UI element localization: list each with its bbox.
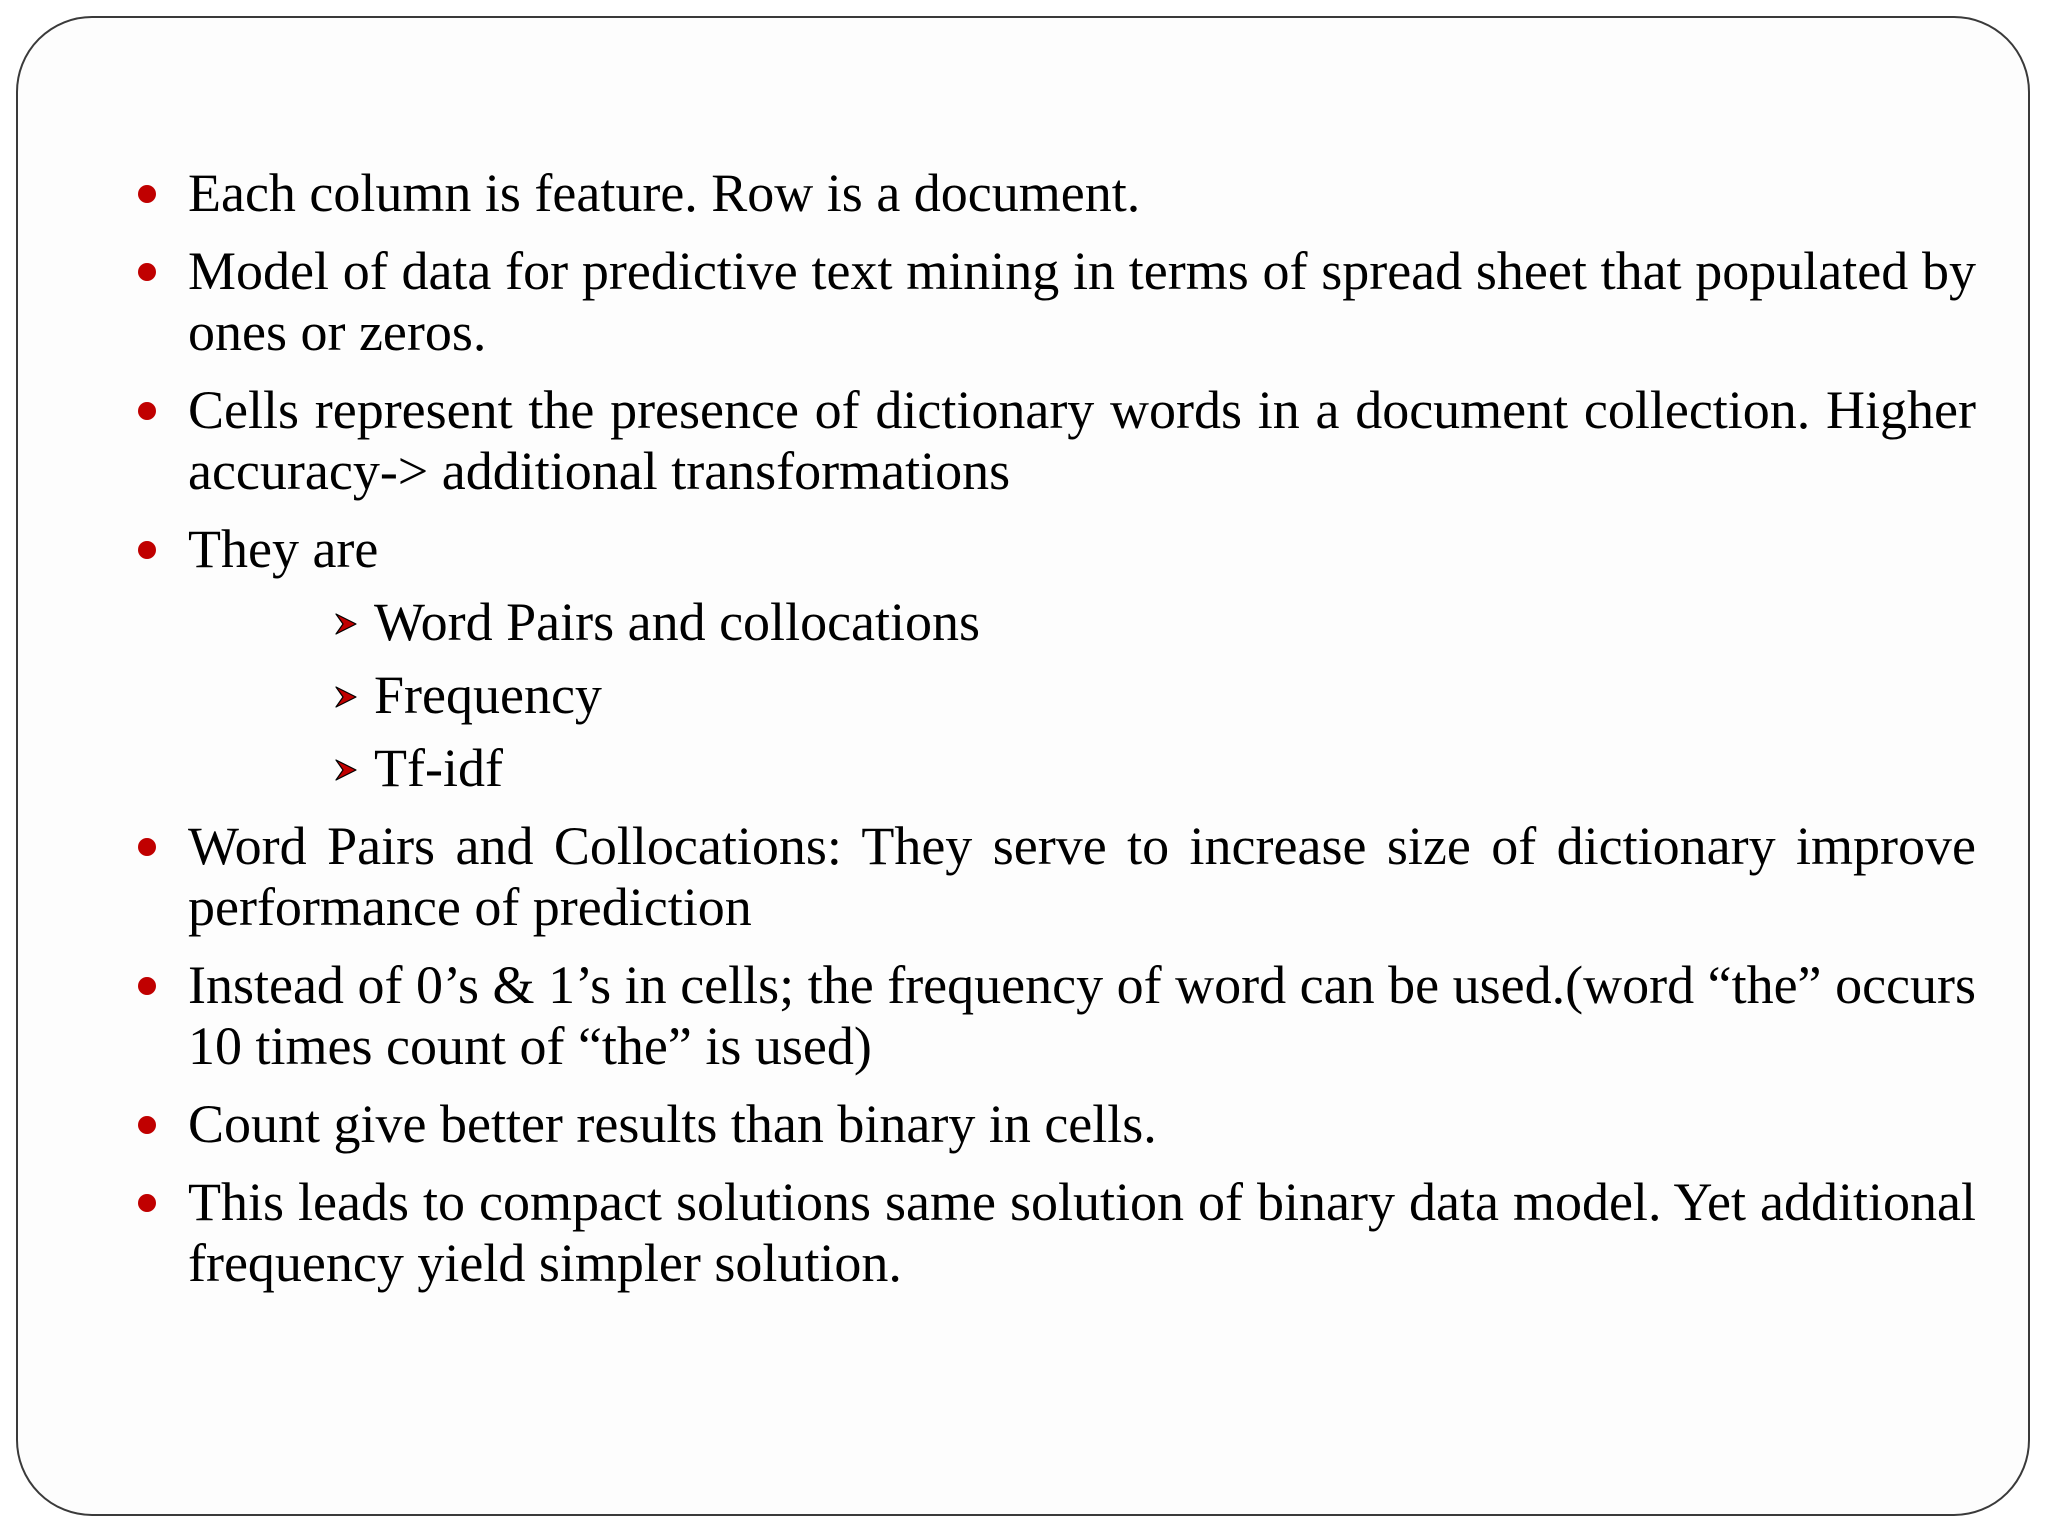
bullet-text: Instead of 0’s & 1’s in cells; the frequency of word can be used.(word “the” occurs 10 times count of “the” is used) bbox=[188, 955, 1976, 1076]
bullet-list bbox=[188, 163, 1976, 1294]
arrow-bullet-icon bbox=[334, 758, 358, 782]
sub-list bbox=[188, 592, 1976, 799]
sub-item-text: Frequency bbox=[374, 665, 602, 725]
bullet-text: Word Pairs and Collocations: They serve to increase size of dictionary improve performance of prediction bbox=[188, 816, 1976, 937]
red-dot-bullet-icon bbox=[138, 977, 156, 995]
red-dot-bullet-icon bbox=[138, 185, 156, 203]
red-dot-bullet-icon bbox=[138, 263, 156, 281]
bullet-text: Model of data for predictive text mining in terms of spread sheet that populated by ones or zeros. bbox=[188, 241, 1976, 362]
bullet-text: Each column is feature. Row is a document. bbox=[188, 163, 1141, 223]
bullet-text: Count give better results than binary in cells. bbox=[188, 1094, 1157, 1154]
red-dot-bullet-icon bbox=[138, 1194, 156, 1212]
bullet-item bbox=[188, 816, 1976, 938]
bullet-item bbox=[188, 519, 1976, 799]
bullet-text: Cells represent the presence of dictionary words in a document collection. Higher accuracy-> additional transformations bbox=[188, 380, 1976, 501]
red-dot-bullet-icon bbox=[138, 402, 156, 420]
red-dot-bullet-icon bbox=[138, 838, 156, 856]
arrow-bullet-icon bbox=[334, 685, 358, 709]
sub-item-text: Word Pairs and collocations bbox=[374, 592, 981, 652]
bullet-item bbox=[188, 380, 1976, 502]
slide-content bbox=[188, 163, 1976, 1311]
bullet-item bbox=[188, 1094, 1976, 1155]
sub-item bbox=[188, 665, 1976, 726]
bullet-item bbox=[188, 955, 1976, 1077]
sub-item-text: Tf-idf bbox=[374, 738, 503, 798]
bullet-text: They are bbox=[188, 519, 379, 579]
bullet-text: This leads to compact solutions same solution of binary data model. Yet additional frequency yield simpler solution. bbox=[188, 1172, 1976, 1293]
bullet-item bbox=[188, 241, 1976, 363]
slide-frame bbox=[16, 16, 2030, 1516]
bullet-item bbox=[188, 1172, 1976, 1294]
red-dot-bullet-icon bbox=[138, 541, 156, 559]
red-dot-bullet-icon bbox=[138, 1116, 156, 1134]
sub-item bbox=[188, 738, 1976, 799]
bullet-item bbox=[188, 163, 1976, 224]
arrow-bullet-icon bbox=[334, 612, 358, 636]
sub-item bbox=[188, 592, 1976, 653]
